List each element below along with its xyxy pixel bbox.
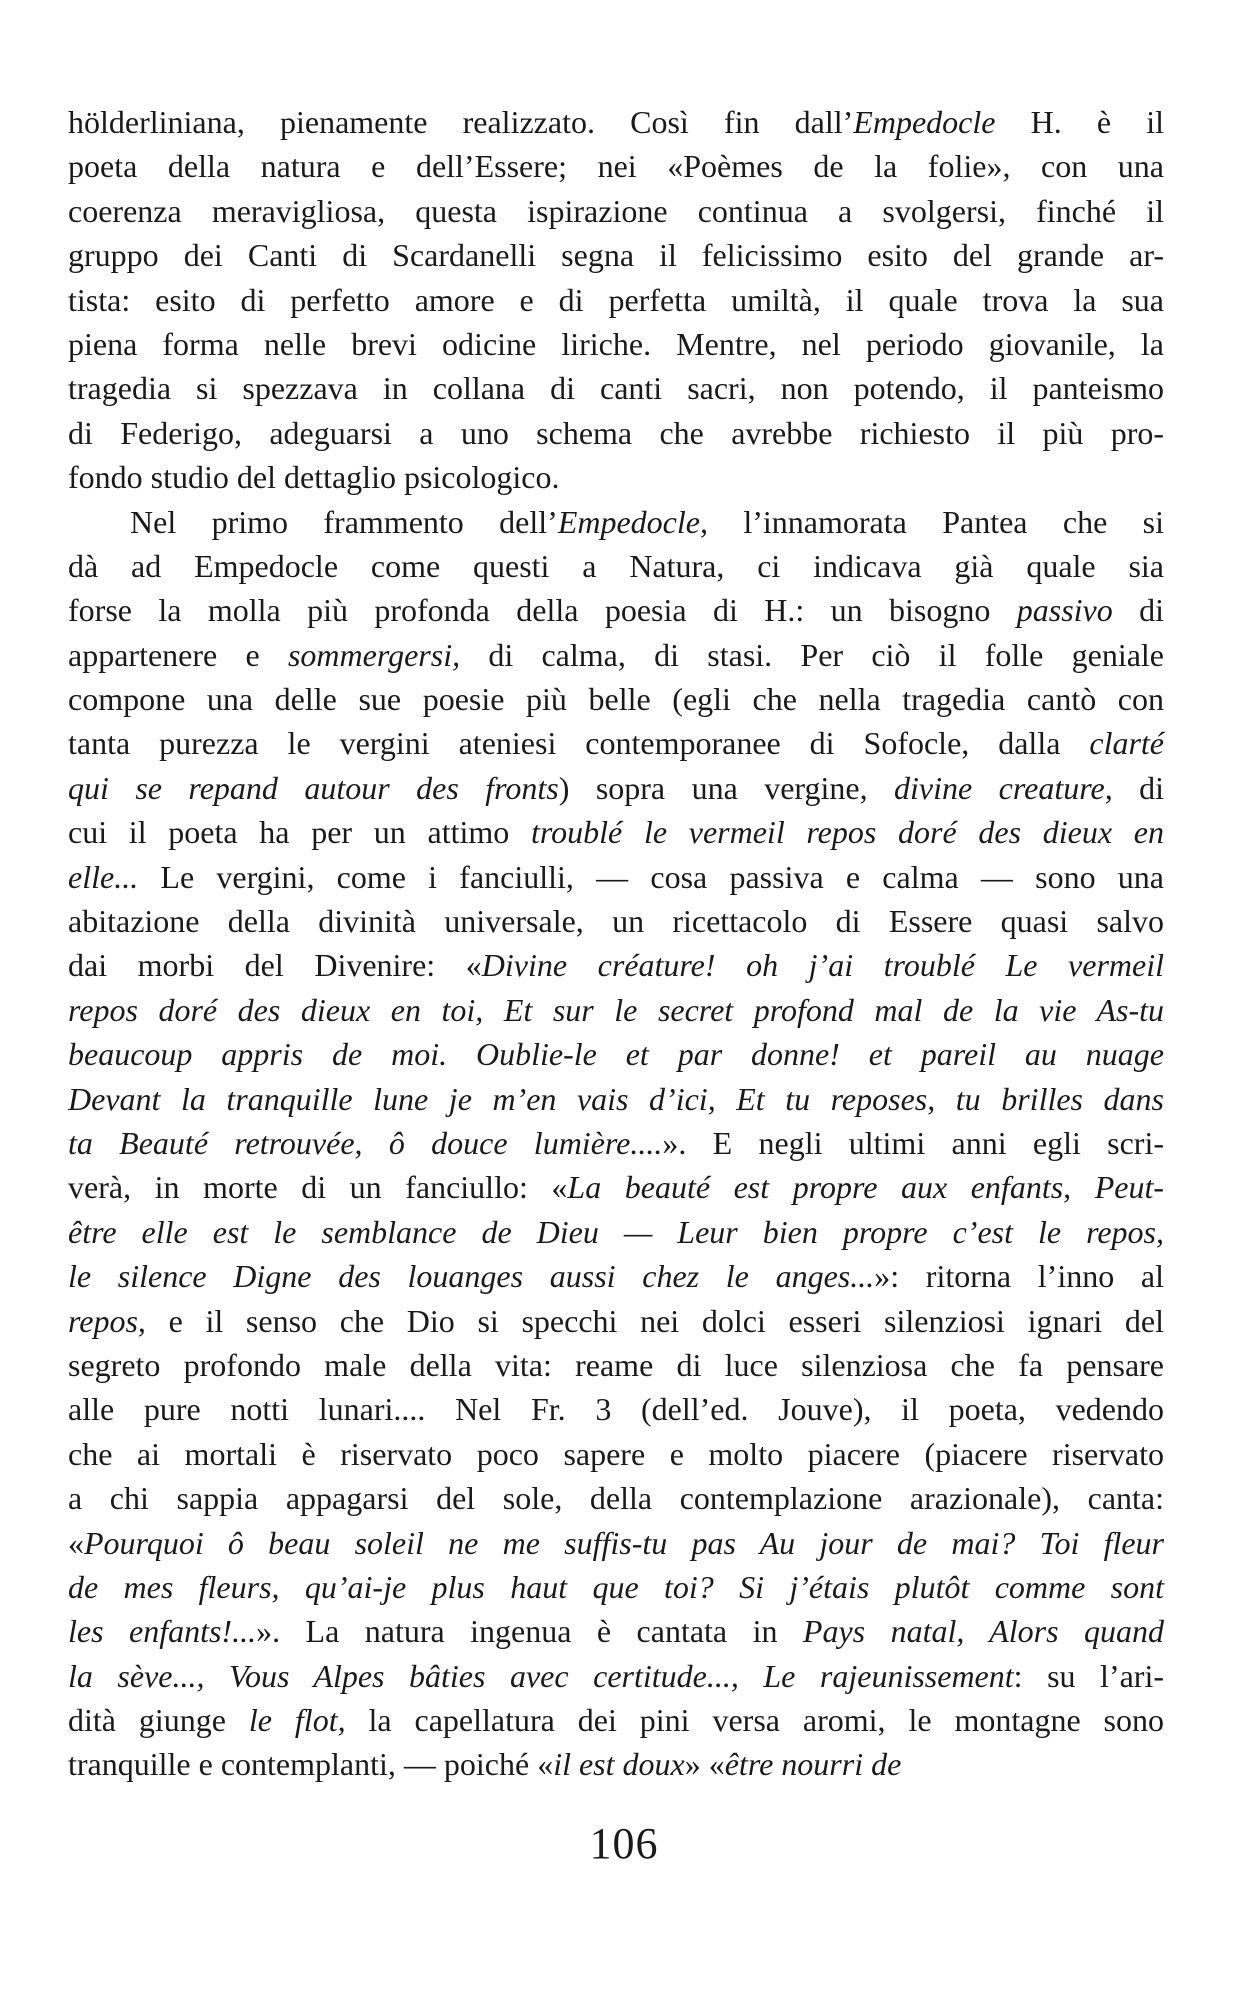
italic-run: Devant la tranquille lune je m’en vais d’ici, Et tu reposes, tu brilles dans bbox=[68, 1080, 1164, 1117]
text-run: tranquille e contemplanti, — poiché « bbox=[68, 1746, 554, 1783]
text-run: la capellatura dei pini versa aromi, le montagne sono bbox=[345, 1702, 1165, 1739]
text-line bbox=[68, 810, 1164, 854]
text-line bbox=[68, 1343, 1164, 1387]
text-run: di bbox=[1112, 769, 1165, 806]
italic-run: le silence Digne des louanges aussi chez le anges... bbox=[68, 1258, 875, 1295]
text-line bbox=[68, 1077, 1164, 1121]
text-line bbox=[68, 366, 1164, 410]
italic-run: troublé le vermeil repos doré des dieux en bbox=[530, 814, 1164, 851]
italic-run: clarté bbox=[1089, 725, 1164, 762]
italic-run: ta Beauté retrouvée, ô douce lumière.... bbox=[68, 1124, 663, 1161]
italic-run: la sève..., Vous Alpes bâties avec certitude..., Le rajeunissement bbox=[68, 1657, 1014, 1694]
text-line bbox=[68, 1521, 1164, 1565]
body-text bbox=[68, 100, 1164, 1787]
text-run: di Federigo, adeguarsi a uno schema che avrebbe richiesto il più pro- bbox=[68, 414, 1164, 451]
text-line bbox=[68, 1387, 1164, 1431]
text-run: ». La natura ingenua è cantata in bbox=[256, 1613, 803, 1650]
italic-run: sommergersi, bbox=[287, 636, 461, 673]
text-line bbox=[68, 1210, 1164, 1254]
text-line bbox=[68, 544, 1164, 588]
text-line bbox=[68, 943, 1164, 987]
text-line bbox=[68, 278, 1164, 322]
text-run: tista: esito di perfetto amore e di perfetta umiltà, il quale trova la sua bbox=[68, 281, 1164, 318]
text-line bbox=[68, 677, 1164, 721]
italic-run: elle... bbox=[68, 858, 139, 895]
text-line bbox=[68, 233, 1164, 277]
text-run: segreto profondo male della vita: reame di luce silenziosa che fa pensare bbox=[68, 1346, 1164, 1383]
text-run: a chi sappia appagarsi del sole, della contemplazione arazionale), canta: bbox=[68, 1480, 1164, 1517]
text-run: »: ritorna l’inno al bbox=[874, 1258, 1165, 1295]
text-run: H. è il bbox=[995, 104, 1165, 140]
text-run: compone una delle sue poesie più belle (egli che nella tragedia cantò con bbox=[68, 681, 1164, 718]
italic-run: il est doux bbox=[553, 1746, 685, 1783]
text-run: dità giunge bbox=[68, 1702, 249, 1739]
paragraph bbox=[68, 100, 1164, 500]
text-run: dai morbi del Divenire: « bbox=[68, 947, 482, 984]
text-line bbox=[68, 1742, 1164, 1786]
text-run: cui il poeta ha per un attimo bbox=[68, 814, 531, 851]
italic-run: divine creature, bbox=[894, 769, 1113, 806]
text-run: verà, in morte di un fanciullo: « bbox=[68, 1169, 568, 1206]
text-run: di bbox=[1112, 592, 1165, 629]
text-line bbox=[68, 1299, 1164, 1343]
text-line bbox=[68, 1609, 1164, 1653]
italic-run: Pourquoi ô beau soleil ne me suffis-tu pas Au jour de mai? Toi fleur bbox=[84, 1524, 1164, 1561]
text-run: coerenza meravigliosa, questa ispirazione continua a svolgersi, finché il bbox=[68, 192, 1164, 229]
italic-run: Pays natal, Alors quand bbox=[802, 1613, 1165, 1650]
text-run: » « bbox=[684, 1746, 725, 1783]
text-line bbox=[68, 144, 1164, 188]
text-line bbox=[68, 500, 1164, 544]
italic-run: qui se repand autour des fronts bbox=[68, 769, 559, 806]
text-run: e il senso che Dio si specchi nei dolci esseri silenziosi ignari del bbox=[145, 1302, 1164, 1339]
text-run: hölderliniana, pienamente realizzato. Così fin dall’ bbox=[68, 104, 854, 140]
text-run: tanta purezza le vergini ateniesi contemporanee di Sofocle, dalla bbox=[68, 725, 1090, 762]
italic-run: être nourri de bbox=[724, 1746, 902, 1783]
text-run: « bbox=[68, 1524, 84, 1561]
text-line bbox=[68, 721, 1164, 765]
text-run: appartenere e bbox=[68, 636, 288, 673]
text-run: abitazione della divinità universale, un ricettacolo di Essere quasi salvo bbox=[68, 903, 1164, 940]
paragraph bbox=[68, 500, 1164, 1787]
italic-run: La beauté est propre aux enfants, Peut- bbox=[567, 1169, 1165, 1206]
italic-run: beaucoup appris de moi. Oublie-le et par donne! et pareil au nuage bbox=[68, 1036, 1164, 1073]
text-line bbox=[68, 588, 1164, 632]
text-line bbox=[68, 322, 1164, 366]
text-run: gruppo dei Canti di Scardanelli segna il felicissimo esito del grande ar- bbox=[68, 237, 1164, 274]
text-run: forse la molla più profonda della poesia di H.: un bisogno bbox=[68, 592, 1017, 629]
italic-run: de mes fleurs, qu’ai-je plus haut que toi? Si j’étais plutôt comme sont bbox=[68, 1568, 1164, 1605]
text-run: alle pure notti lunari.... Nel Fr. 3 (dell’ed. Jouve), il poeta, vedendo bbox=[68, 1391, 1164, 1428]
text-line bbox=[68, 455, 1164, 499]
text-line bbox=[68, 1165, 1164, 1209]
text-run: ) sopra una vergine, bbox=[558, 769, 895, 806]
text-run: tragedia si spezzava in collana di canti sacri, non potendo, il panteismo bbox=[68, 370, 1164, 407]
italic-run: les enfants!... bbox=[68, 1613, 257, 1650]
italic-run: le flot, bbox=[248, 1702, 346, 1739]
text-line bbox=[68, 100, 1164, 144]
text-line bbox=[68, 1032, 1164, 1076]
text-line bbox=[68, 633, 1164, 677]
text-run: di calma, di stasi. Per ciò il folle geniale bbox=[460, 636, 1165, 673]
italic-run: être elle est le semblance de Dieu — Leur bien propre c’est le repos, bbox=[68, 1213, 1164, 1250]
text-run: ». E negli ultimi anni egli scri- bbox=[662, 1124, 1165, 1161]
text-line bbox=[68, 1654, 1164, 1698]
text-line bbox=[68, 1254, 1164, 1298]
text-run: fondo studio del dettaglio psicologico. bbox=[68, 459, 560, 496]
text-run: Nel primo frammento dell’ bbox=[130, 503, 558, 540]
text-line bbox=[68, 855, 1164, 899]
text-line bbox=[68, 189, 1164, 233]
italic-run: passivo bbox=[1016, 592, 1113, 629]
text-run: Le vergini, come i fanciulli, — cosa passiva e calma — sono una bbox=[138, 858, 1164, 895]
italic-run: repos, bbox=[68, 1302, 146, 1339]
text-line bbox=[68, 988, 1164, 1032]
text-line bbox=[68, 899, 1164, 943]
italic-run: Empedocle, bbox=[557, 503, 708, 540]
text-line bbox=[68, 1476, 1164, 1520]
page-number: 106 bbox=[589, 1819, 659, 1868]
text-run: poeta della natura e dell’Essere; nei «Poèmes de la folie», con una bbox=[68, 148, 1164, 185]
text-line bbox=[68, 1121, 1164, 1165]
text-run: l’innamorata Pantea che si bbox=[707, 503, 1165, 540]
text-line bbox=[68, 1698, 1164, 1742]
text-line bbox=[68, 411, 1164, 455]
italic-run: repos doré des dieux en toi, Et sur le secret profond mal de la vie As-tu bbox=[68, 991, 1164, 1028]
text-line bbox=[68, 1565, 1164, 1609]
text-line bbox=[68, 1432, 1164, 1476]
italic-run: Divine créature! oh j’ai troublé Le vermeil bbox=[481, 947, 1165, 984]
text-run: che ai mortali è riservato poco sapere e molto piacere (piacere riservato bbox=[68, 1435, 1164, 1472]
text-line bbox=[68, 766, 1164, 810]
text-run: dà ad Empedocle come questi a Natura, ci indicava già quale sia bbox=[68, 547, 1164, 584]
text-run: : su l’ari- bbox=[1013, 1657, 1165, 1694]
italic-run: Empedocle bbox=[853, 104, 996, 140]
text-run: piena forma nelle brevi odicine liriche. Mentre, nel periodo giovanile, la bbox=[68, 325, 1164, 362]
